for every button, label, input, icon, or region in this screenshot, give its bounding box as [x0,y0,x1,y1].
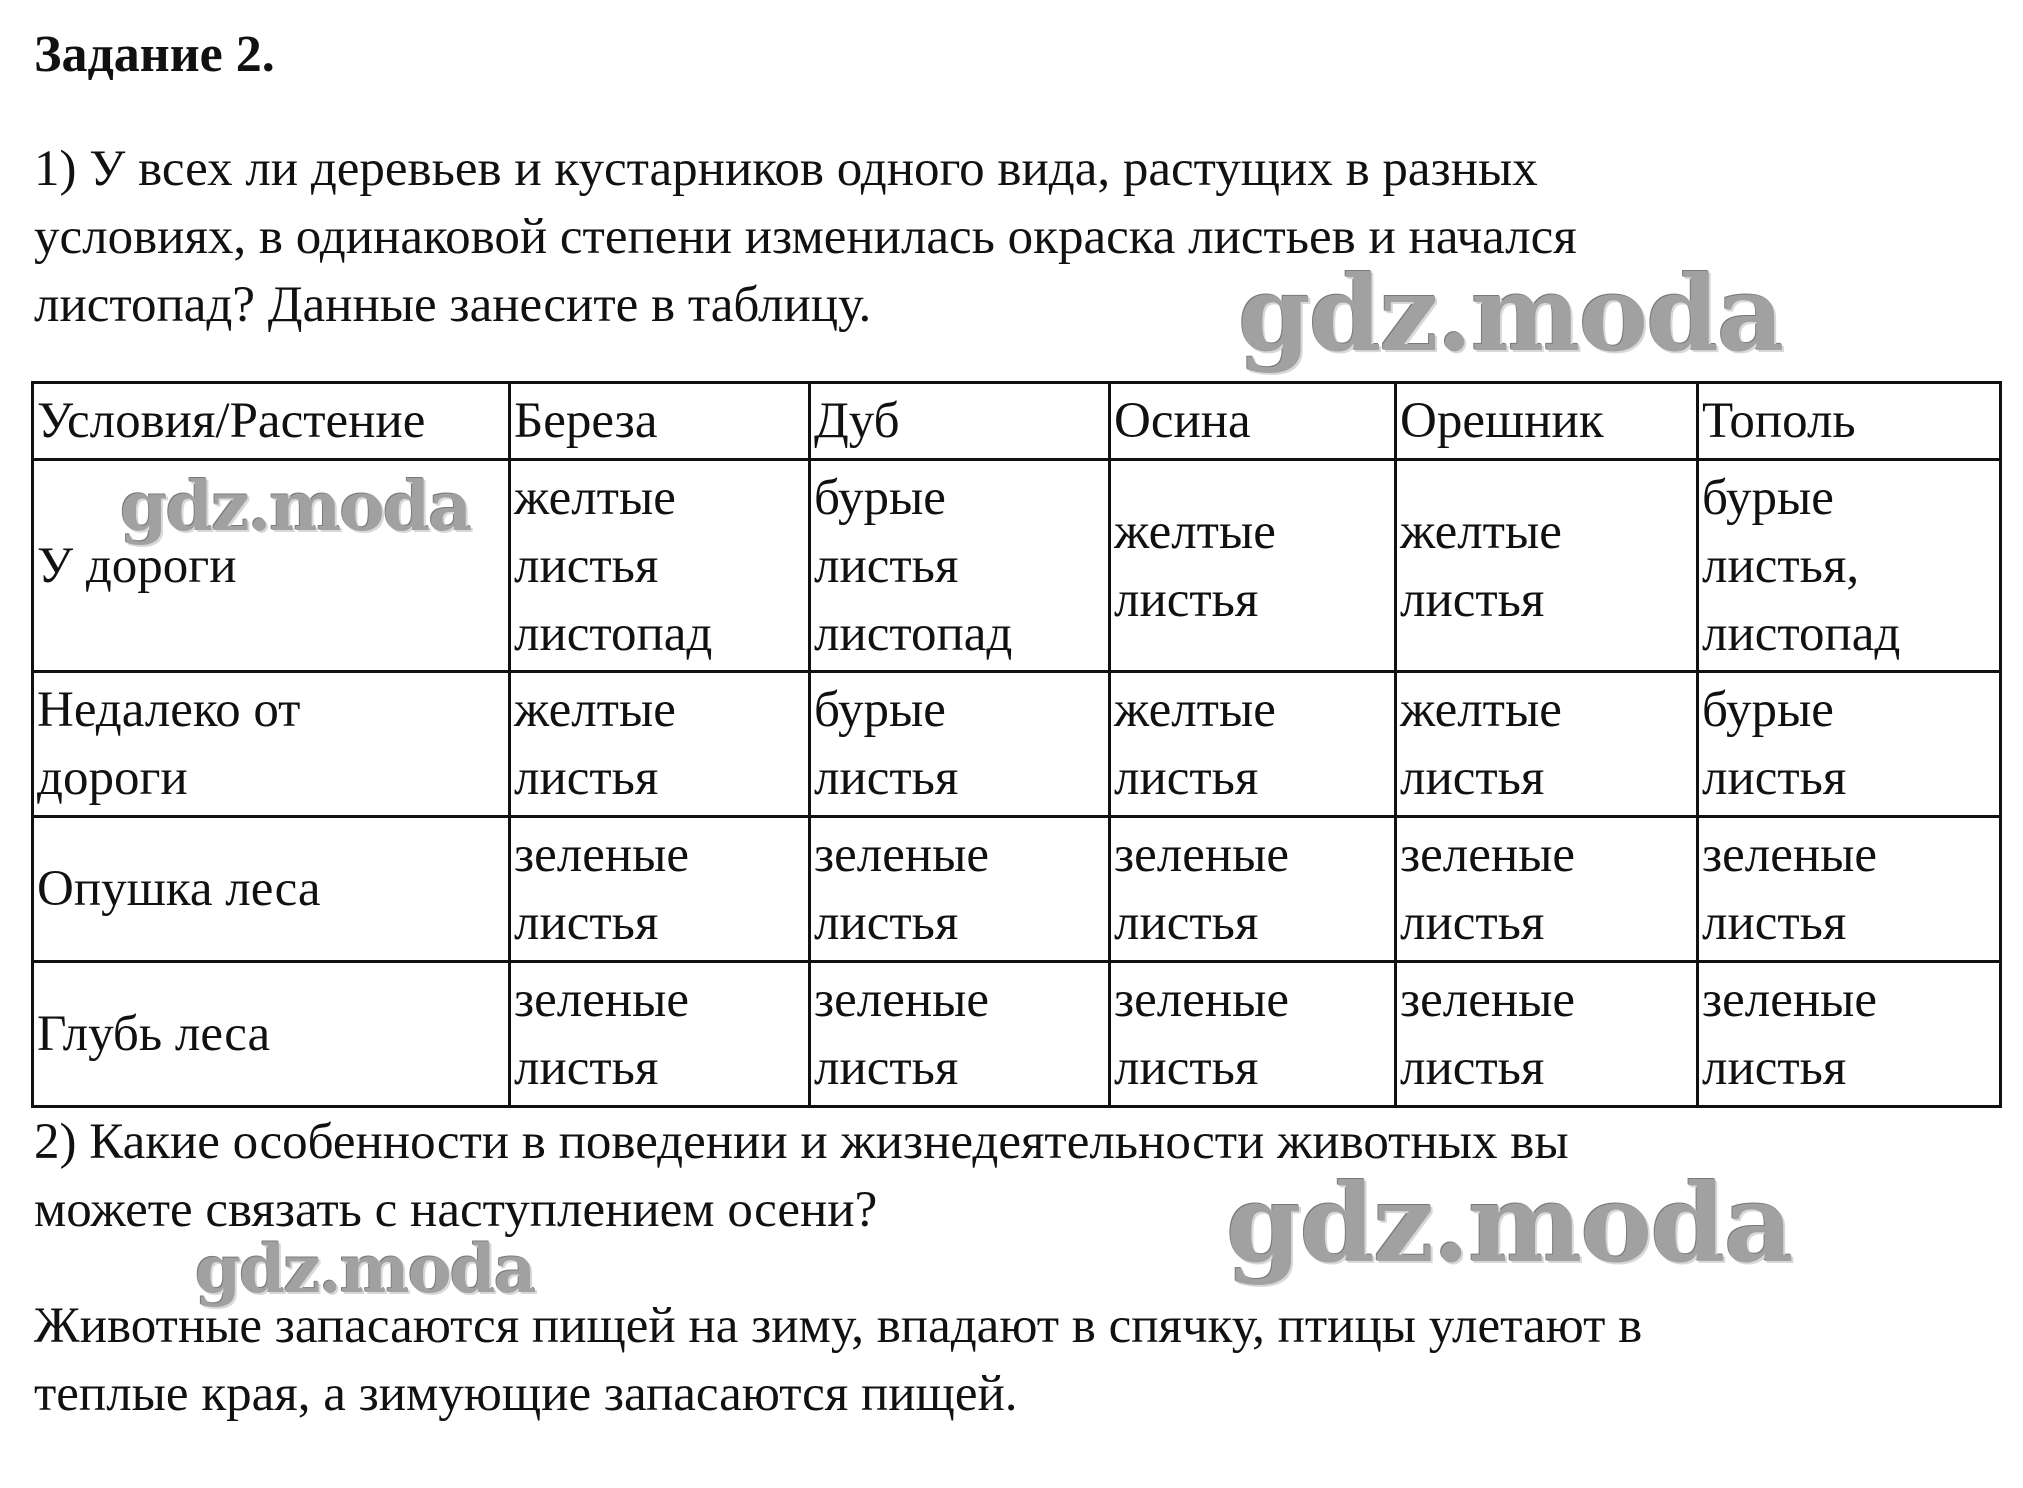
question-1-line: условиях, в одинаковой степени изменилась окраска листьев и начался [34,209,1577,265]
cell-line: листья [1114,571,1259,628]
table-row [33,962,2001,1107]
cell-line: листья [514,537,659,594]
question-1-line: листопад? Данные занесите в таблицу. [34,277,872,333]
table-cell [1698,817,2001,962]
table-cell [1396,962,1698,1107]
cell-line: желтые [1400,682,1562,738]
table-cell [510,962,810,1107]
cell-line: листья [1702,1040,1847,1096]
cell-line: зеленые [1114,972,1290,1028]
table-header-row [33,383,2001,460]
question-2-line: 2) Какие особенности в поведении и жизнедеятельности животных вы [34,1114,1569,1170]
question-1-line: 1) У всех ли деревьев и кустарников одного вида, растущих в разных [34,141,1538,197]
cell-line: зеленые [1400,827,1576,883]
cell-line: листья [1400,895,1545,951]
header-cell-aspen: Осина [1110,383,1396,460]
cell-line: зеленые [514,827,690,883]
cell-line: бурые [814,682,946,738]
table-cell [1110,817,1396,962]
cell-line: зеленые [514,972,690,1028]
table-row [33,817,2001,962]
condition-cell [33,817,510,962]
watermark: gdz.moda [1226,1161,1792,1287]
cell-line: желтые [1114,503,1276,560]
header-cell-oak: Дуб [810,383,1110,460]
cell-line: желтые [1114,682,1276,738]
condition-cell [33,460,510,672]
table-cell [810,672,1110,817]
table-row [33,460,2001,672]
condition-cell [33,672,510,817]
cell-line: листья [514,895,659,951]
condition-text: У дороги [37,537,237,594]
header-cell-poplar: Тополь [1698,383,2001,460]
condition-text: Опушка леса [37,861,321,917]
question-2-line: можете связать с наступлением осени? [34,1182,878,1238]
cell-line: листья [1114,895,1259,951]
cell-line: листопад [514,605,713,662]
table-cell [1396,460,1698,672]
cell-line: листья, [1702,537,1860,594]
cell-line: зеленые [1702,972,1878,1028]
cell-line: бурые [814,469,946,526]
table-cell [810,962,1110,1107]
cell-line: листья [814,537,959,594]
observation-table [31,381,2002,1108]
cell-line: листья [814,895,959,951]
cell-line: желтые [514,682,676,738]
header-cell-hazel: Орешник [1396,383,1698,460]
header-cell-birch: Береза [510,383,810,460]
table-cell [510,817,810,962]
cell-line: зеленые [1702,827,1878,883]
cell-line: листья [1114,1040,1259,1096]
table-cell [510,460,810,672]
table-cell [510,672,810,817]
table-row [33,672,2001,817]
table-cell [1396,817,1698,962]
cell-line: бурые [1702,469,1834,526]
question-2 [34,1108,1569,1244]
cell-line: листья [1702,895,1847,951]
cell-line: листья [814,1040,959,1096]
cell-line: листья [1114,750,1259,806]
cell-line: зеленые [1114,827,1290,883]
watermark: gdz.moda [195,1230,535,1308]
table-cell [1396,672,1698,817]
cell-line: зеленые [1400,972,1576,1028]
condition-text: дороги [37,750,188,806]
answer-2 [34,1292,1642,1428]
cell-line: бурые [1702,682,1834,738]
cell-line: зеленые [814,827,990,883]
answer-2-line: Животные запасаются пищей на зиму, впадают в спячку, птицы улетают в [34,1298,1643,1354]
cell-line: листья [514,750,659,806]
question-1 [34,135,1577,339]
answer-2-line: теплые края, а зимующие запасаются пищей. [34,1366,1018,1422]
condition-text: Глубь леса [37,1006,271,1062]
condition-text: Недалеко от [37,682,301,738]
table-cell [810,460,1110,672]
condition-cell [33,962,510,1107]
table-cell [1110,460,1396,672]
cell-line: листья [1400,571,1545,628]
cell-line: листья [1400,1040,1545,1096]
watermark: gdz.moda [1238,252,1783,375]
cell-line: желтые [1400,503,1562,560]
cell-line: листопад [1702,605,1901,662]
cell-line: зеленые [814,972,990,1028]
cell-line: листья [514,1040,659,1096]
header-cell-conditions: Условия/Растение [33,383,510,460]
table-cell [1698,962,2001,1107]
page-title: Задание 2. [34,26,275,83]
table-cell [1110,962,1396,1107]
cell-line: листья [814,750,959,806]
watermark: gdz.moda [120,467,471,547]
cell-line: листья [1400,750,1545,806]
cell-line: листья [1702,750,1847,806]
table-cell [810,817,1110,962]
table-cell [1110,672,1396,817]
table-cell [1698,460,2001,672]
table-cell [1698,672,2001,817]
cell-line: желтые [514,469,676,526]
cell-line: листопад [814,605,1013,662]
